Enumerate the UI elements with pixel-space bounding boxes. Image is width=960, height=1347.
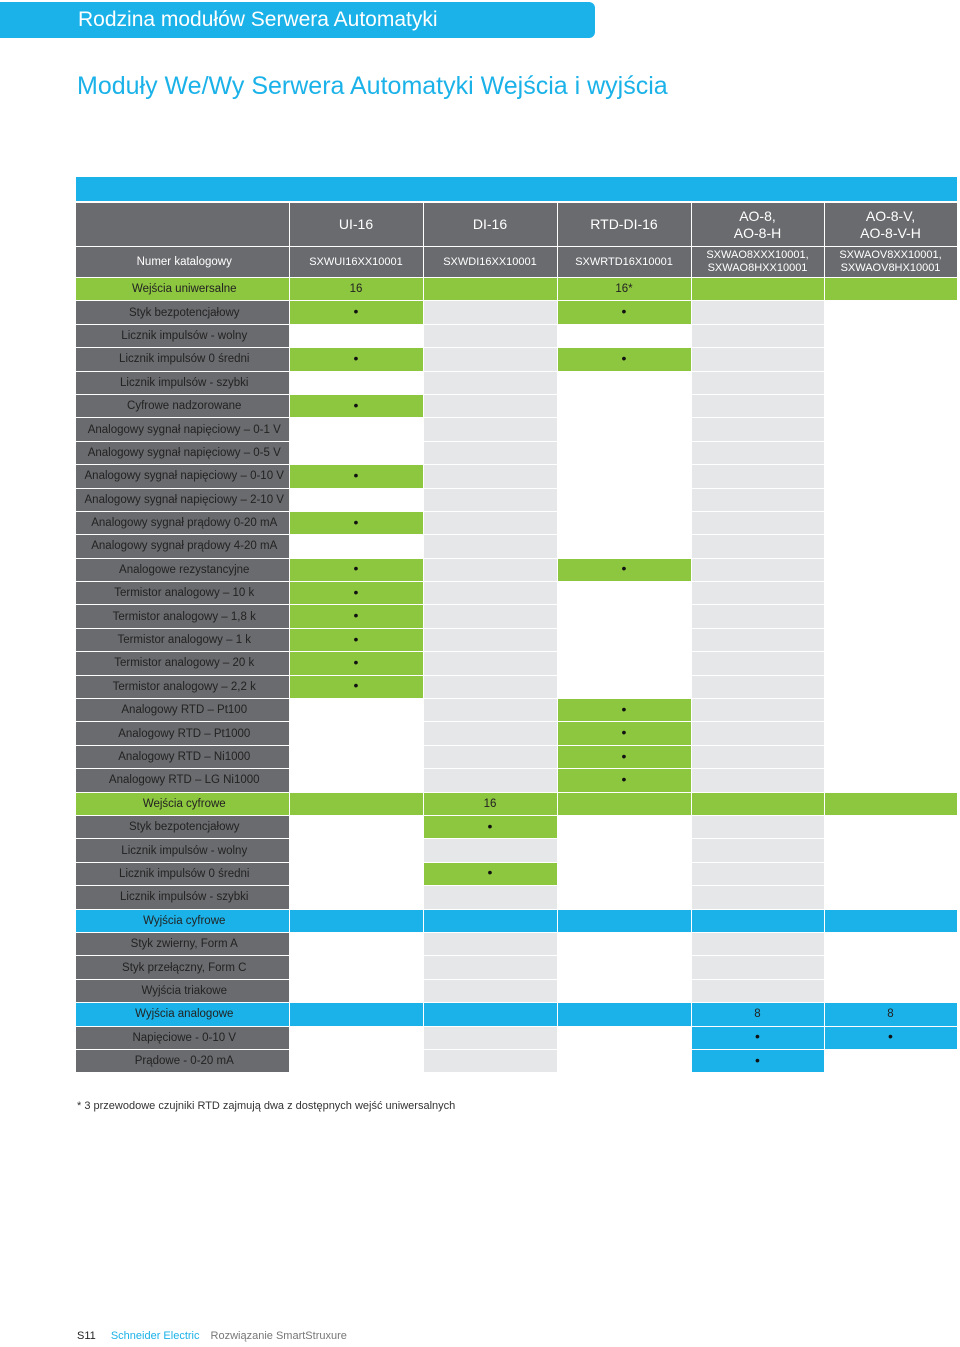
check-cell bbox=[691, 1049, 824, 1072]
row-label: Analogowy sygnał napięciowy – 0-10 V bbox=[76, 465, 289, 488]
row-label: Styk bezpotencjałowy bbox=[76, 815, 289, 838]
table-row bbox=[76, 301, 957, 324]
value-cell bbox=[824, 699, 957, 722]
value-cell bbox=[824, 582, 957, 605]
row-label: Analogowy sygnał napięciowy – 2-10 V bbox=[76, 488, 289, 511]
value-cell bbox=[557, 675, 691, 698]
value-cell bbox=[824, 465, 957, 488]
value-cell bbox=[691, 348, 824, 371]
bullet-mark: • bbox=[353, 607, 359, 624]
table-row bbox=[76, 582, 957, 605]
row-label: Licznik impulsów 0 średni bbox=[76, 348, 289, 371]
title-banner bbox=[0, 2, 595, 38]
value-cell bbox=[691, 278, 824, 301]
product-name: Rozwiązanie SmartStruxure bbox=[210, 1330, 347, 1342]
value-cell bbox=[423, 582, 557, 605]
value-cell bbox=[423, 745, 557, 768]
comparison-table bbox=[76, 203, 958, 1073]
value-cell bbox=[824, 278, 957, 301]
bullet-mark: • bbox=[487, 864, 493, 881]
value-cell bbox=[691, 418, 824, 441]
value-cell bbox=[691, 371, 824, 394]
value-cell bbox=[423, 441, 557, 464]
value-cell bbox=[824, 511, 957, 534]
table-row bbox=[76, 628, 957, 651]
check-cell bbox=[557, 769, 691, 792]
row-label: Licznik impulsów - wolny bbox=[76, 324, 289, 347]
catalog-row bbox=[76, 247, 957, 278]
value-cell bbox=[691, 441, 824, 464]
value-cell bbox=[691, 558, 824, 581]
table-row bbox=[76, 699, 957, 722]
table-row bbox=[76, 348, 957, 371]
table-row bbox=[76, 324, 957, 347]
check-cell bbox=[289, 301, 423, 324]
value-cell bbox=[691, 932, 824, 955]
section-row bbox=[76, 909, 957, 932]
value-cell bbox=[289, 979, 423, 1002]
check-cell bbox=[557, 301, 691, 324]
value-cell bbox=[557, 441, 691, 464]
value-cell bbox=[557, 862, 691, 885]
bullet-mark: • bbox=[353, 303, 359, 320]
value-cell bbox=[691, 956, 824, 979]
header-corner bbox=[76, 203, 289, 247]
value-cell bbox=[557, 418, 691, 441]
row-label: Termistor analogowy – 1,8 k bbox=[76, 605, 289, 628]
check-cell bbox=[289, 465, 423, 488]
value-cell bbox=[423, 1026, 557, 1049]
model-header-row bbox=[76, 203, 957, 247]
value-cell bbox=[557, 979, 691, 1002]
check-cell bbox=[289, 582, 423, 605]
value-cell bbox=[557, 535, 691, 558]
bullet-mark: • bbox=[621, 349, 627, 366]
value-cell bbox=[289, 699, 423, 722]
row-label: Termistor analogowy – 1 k bbox=[76, 628, 289, 651]
value-cell: 16 bbox=[423, 792, 557, 815]
value-cell bbox=[289, 815, 423, 838]
value-cell bbox=[824, 909, 957, 932]
row-label: Licznik impulsów - szybki bbox=[76, 886, 289, 909]
value-cell bbox=[691, 769, 824, 792]
row-label: Cyfrowe nadzorowane bbox=[76, 394, 289, 417]
value-cell: 8 bbox=[691, 1003, 824, 1026]
page-footer bbox=[77, 1330, 347, 1342]
value-cell bbox=[289, 839, 423, 862]
value-cell bbox=[423, 956, 557, 979]
bullet-mark: • bbox=[353, 513, 359, 530]
value-cell bbox=[423, 769, 557, 792]
column-header: DI-16 bbox=[423, 203, 557, 247]
value-cell bbox=[824, 1049, 957, 1072]
value-cell bbox=[557, 839, 691, 862]
row-label: Styk zwierny, Form A bbox=[76, 932, 289, 955]
value-cell bbox=[824, 441, 957, 464]
value-cell bbox=[557, 582, 691, 605]
table-row bbox=[76, 862, 957, 885]
bullet-mark: • bbox=[353, 630, 359, 647]
value-cell bbox=[289, 862, 423, 885]
value-cell bbox=[557, 792, 691, 815]
row-label: Analogowy RTD – Pt100 bbox=[76, 699, 289, 722]
value-cell bbox=[824, 769, 957, 792]
value-cell bbox=[289, 956, 423, 979]
check-cell bbox=[557, 348, 691, 371]
value-cell bbox=[423, 1049, 557, 1072]
section-row bbox=[76, 278, 957, 301]
row-label: Licznik impulsów - wolny bbox=[76, 839, 289, 862]
row-label: Licznik impulsów - szybki bbox=[76, 371, 289, 394]
value-cell bbox=[423, 886, 557, 909]
value-cell bbox=[824, 722, 957, 745]
table-row bbox=[76, 932, 957, 955]
value-cell bbox=[289, 909, 423, 932]
table-row bbox=[76, 371, 957, 394]
value-cell bbox=[557, 465, 691, 488]
table-row bbox=[76, 745, 957, 768]
footnote: * 3 przewodowe czujniki RTD zajmują dwa z dostępnych wejść uniwersalnych bbox=[77, 1100, 456, 1112]
bullet-mark: • bbox=[755, 1051, 760, 1068]
value-cell bbox=[824, 348, 957, 371]
table-row bbox=[76, 511, 957, 534]
value-cell bbox=[423, 605, 557, 628]
section-label: Wejścia cyfrowe bbox=[76, 792, 289, 815]
row-label: Termistor analogowy – 20 k bbox=[76, 652, 289, 675]
value-cell bbox=[423, 301, 557, 324]
table-row bbox=[76, 441, 957, 464]
value-cell bbox=[691, 839, 824, 862]
check-cell bbox=[557, 722, 691, 745]
value-cell bbox=[557, 956, 691, 979]
check-cell bbox=[289, 652, 423, 675]
value-cell bbox=[691, 535, 824, 558]
value-cell bbox=[557, 324, 691, 347]
value-cell bbox=[557, 511, 691, 534]
value-cell bbox=[824, 745, 957, 768]
table-row bbox=[76, 558, 957, 581]
value-cell bbox=[423, 371, 557, 394]
row-label: Analogowy sygnał prądowy 0-20 mA bbox=[76, 511, 289, 534]
value-cell bbox=[691, 652, 824, 675]
bullet-mark: • bbox=[621, 724, 627, 741]
value-cell bbox=[824, 979, 957, 1002]
value-cell bbox=[557, 1049, 691, 1072]
value-cell bbox=[423, 722, 557, 745]
value-cell bbox=[824, 301, 957, 324]
check-cell bbox=[557, 558, 691, 581]
value-cell bbox=[557, 652, 691, 675]
bullet-mark: • bbox=[353, 396, 359, 413]
table-row bbox=[76, 815, 957, 838]
bullet-mark: • bbox=[353, 466, 359, 483]
value-cell bbox=[289, 324, 423, 347]
bullet-mark: • bbox=[621, 700, 627, 717]
value-cell: 8 bbox=[824, 1003, 957, 1026]
value-cell bbox=[824, 815, 957, 838]
row-label: Analogowe rezystancyjne bbox=[76, 558, 289, 581]
value-cell bbox=[423, 488, 557, 511]
value-cell bbox=[824, 886, 957, 909]
catalog-number: SXWAOV8XX10001, SXWAOV8HX10001 bbox=[824, 247, 957, 278]
column-header: AO-8-V, AO-8-V-H bbox=[824, 203, 957, 247]
value-cell bbox=[423, 932, 557, 955]
table-row bbox=[76, 722, 957, 745]
value-cell bbox=[423, 699, 557, 722]
value-cell bbox=[423, 394, 557, 417]
value-cell bbox=[824, 792, 957, 815]
value-cell bbox=[824, 839, 957, 862]
value-cell bbox=[824, 488, 957, 511]
value-cell bbox=[289, 722, 423, 745]
value-cell bbox=[691, 722, 824, 745]
value-cell bbox=[691, 394, 824, 417]
value-cell bbox=[691, 605, 824, 628]
check-cell bbox=[289, 628, 423, 651]
bullet-mark: • bbox=[621, 560, 627, 577]
value-cell bbox=[557, 488, 691, 511]
catalog-number: SXWDI16XX10001 bbox=[423, 247, 557, 278]
value-cell bbox=[423, 675, 557, 698]
value-cell bbox=[824, 628, 957, 651]
row-label: Prądowe - 0-20 mA bbox=[76, 1049, 289, 1072]
bullet-mark: • bbox=[353, 349, 359, 366]
value-cell bbox=[691, 862, 824, 885]
value-cell bbox=[289, 932, 423, 955]
row-label: Analogowy sygnał napięciowy – 0-1 V bbox=[76, 418, 289, 441]
value-cell bbox=[557, 371, 691, 394]
row-label: Analogowy RTD – Pt1000 bbox=[76, 722, 289, 745]
row-label: Styk przełączny, Form C bbox=[76, 956, 289, 979]
value-cell: 16 bbox=[289, 278, 423, 301]
value-cell bbox=[289, 441, 423, 464]
table-top-bar bbox=[76, 177, 957, 201]
value-cell bbox=[824, 605, 957, 628]
row-label: Termistor analogowy – 2,2 k bbox=[76, 675, 289, 698]
value-cell bbox=[423, 418, 557, 441]
column-header: RTD-DI-16 bbox=[557, 203, 691, 247]
page-title: Rodzina modułów Serwera Automatyki bbox=[78, 8, 438, 31]
value-cell bbox=[691, 699, 824, 722]
section-label: Wyjścia cyfrowe bbox=[76, 909, 289, 932]
value-cell bbox=[691, 465, 824, 488]
check-cell bbox=[289, 558, 423, 581]
table-row bbox=[76, 605, 957, 628]
value-cell bbox=[289, 371, 423, 394]
value-cell bbox=[557, 394, 691, 417]
value-cell bbox=[691, 886, 824, 909]
value-cell bbox=[557, 605, 691, 628]
value-cell: 16* bbox=[557, 278, 691, 301]
table-row bbox=[76, 488, 957, 511]
value-cell bbox=[824, 932, 957, 955]
bullet-mark: • bbox=[353, 677, 359, 694]
check-cell bbox=[289, 605, 423, 628]
value-cell bbox=[691, 488, 824, 511]
value-cell bbox=[691, 979, 824, 1002]
value-cell bbox=[289, 769, 423, 792]
check-cell bbox=[289, 394, 423, 417]
check-cell bbox=[557, 699, 691, 722]
brand-name: Schneider Electric bbox=[110, 1330, 200, 1342]
value-cell bbox=[824, 418, 957, 441]
check-cell bbox=[557, 745, 691, 768]
value-cell bbox=[289, 535, 423, 558]
value-cell bbox=[557, 1026, 691, 1049]
table-row bbox=[76, 465, 957, 488]
value-cell bbox=[824, 324, 957, 347]
row-label: Termistor analogowy – 10 k bbox=[76, 582, 289, 605]
row-label: Analogowy sygnał prądowy 4-20 mA bbox=[76, 535, 289, 558]
table-row bbox=[76, 979, 957, 1002]
column-header: UI-16 bbox=[289, 203, 423, 247]
value-cell bbox=[423, 278, 557, 301]
catalog-number: SXWRTD16X10001 bbox=[557, 247, 691, 278]
value-cell bbox=[289, 886, 423, 909]
check-cell bbox=[289, 511, 423, 534]
check-cell bbox=[691, 1026, 824, 1049]
row-label: Analogowy sygnał napięciowy – 0-5 V bbox=[76, 441, 289, 464]
value-cell bbox=[423, 558, 557, 581]
value-cell bbox=[557, 909, 691, 932]
value-cell bbox=[824, 394, 957, 417]
value-cell bbox=[691, 511, 824, 534]
check-cell bbox=[824, 1026, 957, 1049]
column-header: AO-8, AO-8-H bbox=[691, 203, 824, 247]
catalog-number: SXWAO8XXX10001, SXWAO8HXX10001 bbox=[691, 247, 824, 278]
value-cell bbox=[691, 909, 824, 932]
value-cell bbox=[289, 745, 423, 768]
value-cell bbox=[557, 932, 691, 955]
value-cell bbox=[824, 862, 957, 885]
bullet-mark: • bbox=[353, 583, 359, 600]
bullet-mark: • bbox=[888, 1028, 893, 1045]
value-cell bbox=[423, 909, 557, 932]
check-cell bbox=[289, 348, 423, 371]
bullet-mark: • bbox=[353, 560, 359, 577]
value-cell bbox=[824, 652, 957, 675]
value-cell bbox=[289, 1003, 423, 1026]
check-cell bbox=[423, 815, 557, 838]
catalog-label: Numer katalogowy bbox=[76, 247, 289, 278]
value-cell bbox=[423, 652, 557, 675]
row-label: Wyjścia triakowe bbox=[76, 979, 289, 1002]
table-row bbox=[76, 769, 957, 792]
check-cell bbox=[289, 675, 423, 698]
value-cell bbox=[824, 956, 957, 979]
value-cell bbox=[557, 1003, 691, 1026]
row-label: Analogowy RTD – LG Ni1000 bbox=[76, 769, 289, 792]
value-cell bbox=[423, 839, 557, 862]
table-row bbox=[76, 886, 957, 909]
value-cell bbox=[557, 815, 691, 838]
value-cell bbox=[557, 628, 691, 651]
value-cell bbox=[691, 301, 824, 324]
table-row bbox=[76, 535, 957, 558]
value-cell bbox=[423, 324, 557, 347]
value-cell bbox=[423, 535, 557, 558]
value-cell bbox=[691, 815, 824, 838]
table-row bbox=[76, 839, 957, 862]
row-label: Styk bezpotencjałowy bbox=[76, 301, 289, 324]
bullet-mark: • bbox=[755, 1028, 760, 1045]
value-cell bbox=[423, 628, 557, 651]
check-cell bbox=[423, 862, 557, 885]
value-cell bbox=[289, 1026, 423, 1049]
value-cell bbox=[289, 792, 423, 815]
value-cell bbox=[423, 511, 557, 534]
value-cell bbox=[423, 465, 557, 488]
table-row bbox=[76, 652, 957, 675]
value-cell bbox=[691, 628, 824, 651]
row-label: Licznik impulsów 0 średni bbox=[76, 862, 289, 885]
value-cell bbox=[691, 745, 824, 768]
value-cell bbox=[423, 1003, 557, 1026]
section-heading: Moduły We/Wy Serwera Automatyki Wejścia i wyjścia bbox=[77, 72, 668, 100]
table-row bbox=[76, 418, 957, 441]
row-label: Napięciowe - 0-10 V bbox=[76, 1026, 289, 1049]
table-row bbox=[76, 394, 957, 417]
page-number: S11 bbox=[77, 1330, 96, 1342]
table-row bbox=[76, 675, 957, 698]
value-cell bbox=[289, 488, 423, 511]
section-label: Wejścia uniwersalne bbox=[76, 278, 289, 301]
value-cell bbox=[423, 979, 557, 1002]
bullet-mark: • bbox=[621, 747, 627, 764]
table-row bbox=[76, 956, 957, 979]
value-cell bbox=[423, 348, 557, 371]
value-cell bbox=[824, 371, 957, 394]
value-cell bbox=[824, 675, 957, 698]
bullet-mark: • bbox=[621, 303, 627, 320]
value-cell bbox=[289, 418, 423, 441]
value-cell bbox=[289, 1049, 423, 1072]
bullet-mark: • bbox=[621, 770, 627, 787]
row-label: Analogowy RTD – Ni1000 bbox=[76, 745, 289, 768]
value-cell bbox=[824, 535, 957, 558]
section-label: Wyjścia analogowe bbox=[76, 1003, 289, 1026]
table-row bbox=[76, 1049, 957, 1072]
table-row bbox=[76, 1026, 957, 1049]
value-cell bbox=[557, 886, 691, 909]
value-cell bbox=[691, 675, 824, 698]
value-cell bbox=[824, 558, 957, 581]
bullet-mark: • bbox=[487, 817, 493, 834]
value-cell bbox=[691, 792, 824, 815]
value-cell bbox=[691, 582, 824, 605]
section-row bbox=[76, 1003, 957, 1026]
value-cell bbox=[691, 324, 824, 347]
section-row bbox=[76, 792, 957, 815]
bullet-mark: • bbox=[353, 653, 359, 670]
catalog-number: SXWUI16XX10001 bbox=[289, 247, 423, 278]
